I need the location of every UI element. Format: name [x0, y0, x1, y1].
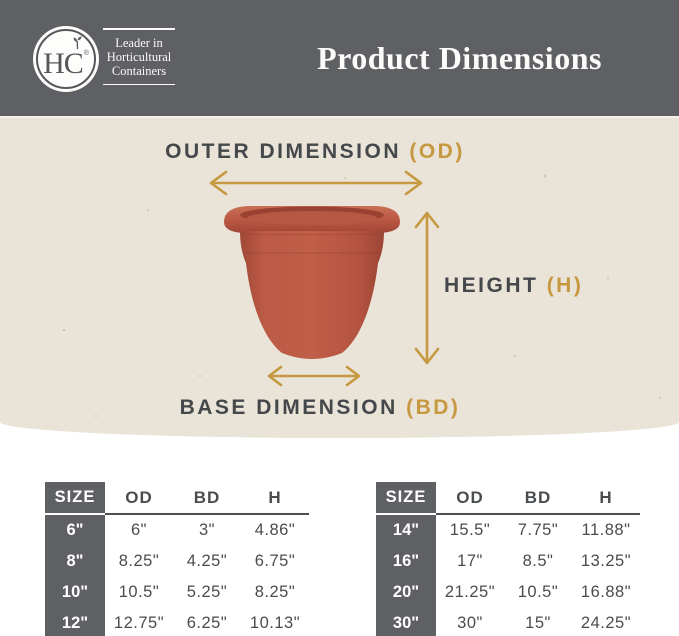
hc-monogram	[43, 49, 89, 79]
height-text: HEIGHT	[444, 274, 539, 297]
table-row	[376, 515, 640, 546]
dimension-value-cell: 8.25"	[118, 552, 160, 570]
size-header-cell: SIZE	[376, 482, 436, 515]
size-cell: 12"	[45, 608, 105, 636]
size-tables-section	[0, 438, 679, 636]
dimension-value-cell: 6.75"	[254, 552, 296, 570]
dimension-value-cell: 6"	[130, 521, 148, 539]
leaf-sprout-icon	[70, 35, 86, 50]
tagline-rule-bottom	[103, 84, 175, 86]
tagline-rule-top	[103, 28, 175, 30]
dimension-value-cell: 30"	[457, 614, 483, 632]
hc-letters: HC	[43, 47, 83, 80]
dimension-value-cell: 6.25"	[186, 614, 228, 632]
page-title: Product Dimensions	[317, 40, 602, 76]
dimension-value-cell: 12.75"	[113, 614, 165, 632]
registered-mark: ®	[83, 50, 89, 57]
bd-arrow	[269, 367, 359, 385]
table-row	[376, 608, 640, 636]
tagline-line: Horticultural	[106, 49, 172, 64]
table-header-row	[45, 482, 309, 515]
od-arrow	[211, 172, 421, 194]
column-header-cell: BD	[173, 482, 241, 515]
size-cell: 20"	[376, 577, 436, 608]
dimension-value-cell: 11.88"	[581, 521, 631, 539]
dimension-value-cell: 10.5"	[118, 583, 160, 601]
dimension-value-cell: 3"	[198, 521, 216, 539]
dimension-value-cell: 24.25"	[580, 614, 632, 632]
hc-logo-badge	[33, 26, 99, 92]
dimension-value-cell: 21.25"	[444, 583, 496, 601]
size-header-cell: SIZE	[45, 482, 105, 515]
height-abbr: (H)	[546, 274, 584, 297]
dimension-value-cell: 13.25"	[580, 552, 632, 570]
dimension-value-cell: 15.5"	[449, 521, 491, 539]
column-header-cell: H	[241, 482, 309, 515]
large-sizes-table	[376, 482, 640, 636]
header-bar	[0, 0, 679, 118]
outer-dimension-text: OUTER DIMENSION	[165, 140, 401, 163]
diagram-section	[0, 118, 679, 438]
table-row	[45, 515, 309, 546]
table-header-row	[376, 482, 640, 515]
column-header-cell: OD	[436, 482, 504, 515]
base-dimension-text: BASE DIMENSION	[179, 396, 398, 419]
dimension-value-cell: 16.88"	[580, 583, 632, 601]
dimension-value-cell: 10.5"	[517, 583, 559, 601]
size-cell: 14"	[376, 515, 436, 546]
dimension-value-cell: 8.25"	[254, 583, 296, 601]
size-cell: 16"	[376, 546, 436, 577]
column-header-cell: H	[572, 482, 640, 515]
outer-dimension-abbr: (OD)	[409, 140, 465, 163]
tagline-line: Containers	[111, 63, 167, 78]
size-cell: 10"	[45, 577, 105, 608]
brand-tagline	[101, 28, 177, 85]
dimension-value-cell: 4.25"	[186, 552, 228, 570]
table-row	[45, 546, 309, 577]
table-row	[376, 577, 640, 608]
dimension-value-cell: 17"	[457, 552, 483, 570]
dimension-value-cell: 10.13"	[249, 614, 301, 632]
size-cell: 6"	[45, 515, 105, 546]
dimension-value-cell: 7.75"	[517, 521, 559, 539]
size-cell: 8"	[45, 546, 105, 577]
dimension-value-cell: 8.5"	[522, 552, 554, 570]
size-cell: 30"	[376, 608, 436, 636]
dimension-value-cell: 5.25"	[186, 583, 228, 601]
column-header-cell: OD	[105, 482, 173, 515]
base-dimension-abbr: (BD)	[406, 396, 461, 419]
dimension-value-cell: 4.86"	[254, 521, 296, 539]
table-row	[45, 577, 309, 608]
measurement-arrows	[0, 118, 679, 438]
dimension-value-cell: 15"	[525, 614, 551, 632]
column-header-cell: BD	[504, 482, 572, 515]
small-sizes-table	[45, 482, 309, 636]
table-row	[45, 608, 309, 636]
table-row	[376, 546, 640, 577]
height-arrow	[416, 213, 438, 363]
tagline-line: Leader in	[115, 35, 163, 50]
